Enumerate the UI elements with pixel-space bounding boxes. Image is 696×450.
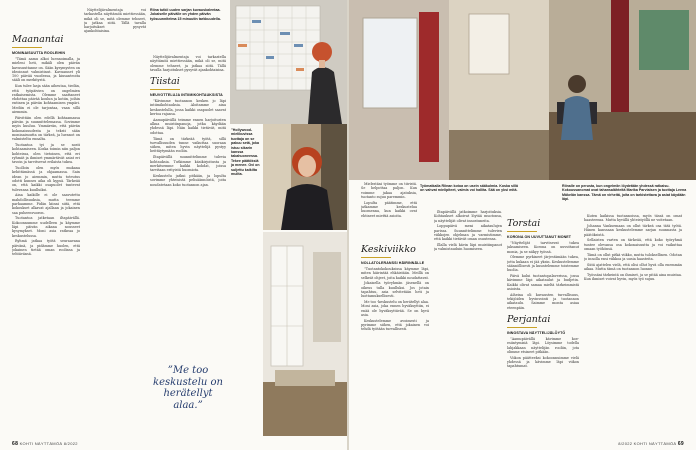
section-kicker: NOLLATOLERANSSI HÄIRINNÄLLE (361, 261, 425, 265)
body-paragraph: Johanna Vanksemaan on ollut tärkeä osa tätä työtä. Hänen kanssaan keskustelemme sarjan suunnasta ja päätöksistä. (584, 224, 682, 237)
body-paragraph: Päivä kului tuotantopalaverissa, jossa kävimme läpi aikataulut ja budjetin. Kaikki olivat samaa mieltä tärkeimmistä asioista. (507, 274, 579, 291)
day-heading-thursday: Torstai (507, 218, 541, 229)
body-paragraph: ”Näyttelijät tarvitsevat tukea jaksamiseen. Korona on uuvuttanut monia, ja se näkyy työssä. (507, 241, 579, 254)
body-paragraph: Lopulta päätimme, että jatkamme keskustelua huomenna, kun kaikki ovat ehtineet miettiä asioita. (361, 200, 417, 218)
photo-caption-top: Riina tutkii uuden sarjan kuvauskalentaa. Jokaiselle päivälle on yhden päivän työsuunnitelma 15 minuutin tarkkuudella. (150, 8, 221, 21)
right-column-4 (584, 214, 682, 436)
day-heading-friday: Perjantai (507, 313, 551, 325)
body-paragraph: ”Aamupäivällä kävimme koe-esiintymisiä läpi. Löysimme todella lahjakkaan näyttelijän rooliin, jota olimme etsineet pitkään. (507, 336, 579, 354)
day-heading-wednesday: Keskiviikko (361, 244, 416, 255)
body-paragraph: Ryhmä jatkaa työtä seuraavana päivänä, ja pidämme huolen, että jokainen tietää oman roolinsa ja tehtävänsä. (12, 239, 80, 257)
body-paragraph: ”Kävimme tuotannon kesken jo läpi intiimikohtauksia. Aloitamme aina keskustelulla, jossa kaikki osapuolet saavat kertoa rajansa. (150, 99, 226, 117)
body-paragraph: Keskustelemme avoimesti ja pyrimme siihen, että jokainen voi tehdä työtään turvallisesti. (361, 318, 429, 332)
photo-portrait-woman (263, 124, 347, 230)
body-paragraph: Olemme pyrkineet järjestämään tukea, jotta kukaan ei jää yksin. Keskustelemme säännöllisesti ja kuuntelemme toistemme huolia. (507, 255, 579, 273)
body-paragraph: Kun tulee lasja sään aiheutaa, tiedän, että työpäivien on ongelmien ratkaisemista. Olemme saattaneet ehdottaa päivää koulun ja kotiin, joihin entinen ja päivän kohtaamisen ympäri. Mediin ei ole tarjontaa, vaan sillä aiemmin. (12, 84, 80, 115)
day-heading-rule (507, 231, 537, 232)
body-paragraph: Tämä on ollut pitkä viikko, mutta tuloksellinen. Odotan jo innolla ensi viikkoa ja uusia haasteita. (584, 252, 682, 262)
body-paragraph: Iltapäivällä jatkoimme harjoituksia. Kohtaukset alkoivat löytää muotonsa, ja näyttelijät olivat innostuneita. (434, 210, 502, 223)
body-paragraph: Näyttelijävalmentaja voi tarkastella näyttämöä miettiessään, mikä oli se, mitä olemme tehneet, ja jatkaa siitä. Tällä tavalla harjoitukset pysyvät ajankohtaisina. (84, 8, 146, 34)
whiteboard-illustration (230, 0, 347, 124)
right-column-2 (434, 210, 502, 435)
photo-caption-a: Työmatkalla Riinan kotoa on usein sääkulmia. Koska sillä on vahvat mielipiteet, valmis voi hallita. Sää on yksi mitä. (420, 184, 518, 193)
pull-quote: ”Me too keskustelu on herätellyt alaa.” (153, 365, 223, 411)
photo-whiteboard-woman (230, 0, 347, 124)
day-heading-rule (150, 89, 180, 90)
body-paragraph: Aiheina oli kuvausten turvallisuus, tekijöiden hyvinvointi ja tuotannon aikataulu. Saimme monta asiaa eteenpäin. (507, 292, 579, 310)
folio-right (618, 441, 684, 447)
body-paragraph: Iltapäivällä suunnittelimme tulevia kohtauksia. Tutkimme käsikirjoitusta ja merkitsemme kaikki kohdat, joissa tarvitaan erityistä huomiota. (150, 155, 226, 173)
body-paragraph: Työssäni tärkeintä on ihmiset, ja se pitää aina muistaa. Kun ihmiset voivat hyvin, myös työ sujuu. (584, 273, 682, 282)
body-paragraph: Mielestäni työmme on tiivistä. Se helpottaa paljon. Kun voimme jakaa ajatuksia, tuotanto sujuu paremmin. (361, 182, 417, 199)
portrait-illustration (263, 124, 347, 230)
office-illustration (349, 0, 696, 180)
body-paragraph: Tuolloin olen myös mukana kehittämässä ja ohjaamassa. Sain idean jo aiemmin, mutta toteutus odotti kunnes aika oli kypsä. Tärkeää on, että kaikki osapuolet tuntevat tulevansa kuulluiksi. (12, 166, 80, 192)
body-paragraph: Näyttelijävalmentaja voi tarkastella näyttämöä miettiessään, mikä oli se, mitä olemme tehneet, ja jatkaa siitä. Tällä tavalla harjoitukset pysyvät ajankohtaisina. (150, 55, 226, 72)
body-paragraph: Illalla vielä kävin läpi muistiinpanot ja valmistauduin huomiseen. (434, 243, 502, 252)
body-paragraph: Kuten kaikissa tuotannoissa, myös tässä on omat haasteensa. Mutta hyvällä yhteistyöllä ne voitetaan. (584, 214, 682, 223)
folio-left (12, 441, 78, 447)
body-paragraph: Loppupäivä meni aikataulujen parissa. Suunnittelimme tulevien viikkojen ohjelman ja varmistimme, että kaikki tietävät oman osuutensa. (434, 224, 502, 242)
folio-text-right: 8/2022 KOHTI NÄYTTÄMÖÄ (618, 441, 677, 446)
body-paragraph: Siitä ajattelen vielä, että olisi ollut hyvä olla enemmän aikaa. Mutta tämä on tuotannon luonne. (584, 262, 682, 272)
right-column-3 (507, 214, 579, 436)
section-kicker: INNOSTAVA NÄYTTELIJÄLÖYTÖ (507, 330, 566, 335)
photo-caption-side: ”Hollywood-mielikuvissa tuottaja on se pakuu setä, joka istuu sikarin kanssa takahuoneessa. Tekee päätöksiä ja menee. Ovi on suljettu kaikilta muilta. (231, 128, 260, 177)
day-heading-rule (507, 327, 537, 328)
folio-text-left: KOHTI NÄYTTÄMÖÄ 8/2022 (19, 441, 78, 446)
day-heading-rule (12, 47, 42, 48)
body-paragraph: Tuotantoa jatketaan iltapäivällä. Kokoonnumme uudelleen ja käymme läpi päivän aikana nousseet kysymykset. Moni asia ratkeaa jo keskustelussa. (12, 216, 80, 238)
body-paragraph: ”Tuotantokokouksissa käymme läpi, miten häirintää ehkäistään. Meillä on selkeät ohjeet, joita kaikki noudattavat. (361, 267, 429, 280)
page-number-right: 69 (677, 441, 684, 447)
page-number-left: 68 (12, 441, 19, 447)
body-paragraph: ”Tämä aamu alkoi luennoimalla, ja mieleni heti, mikäli olen päivän kavusuuttanne on. Sään kysymysten on ideoinnut valmistinut. Kavuannet yli 100 päivää vuodessa, ja kiusanteoita sääli on merkitystä. (12, 57, 80, 83)
body-paragraph: Viikon päätteeksi kokoonnuimme vielä yhdessä ja kävimme läpi viikon tapahtumat. (507, 355, 579, 369)
body-paragraph: Aina kaikille ei ole saavutettu mahdollisuuksia, mutta teemme parhaamme. Pidän kiinni siitä, että kokoukset alkavat ajallaan ja jokainen saa puheenvuoron. (12, 193, 80, 215)
photo-hallway (263, 232, 347, 436)
left-column-1 (12, 30, 80, 435)
body-paragraph: Me too -keskustelu on herätellyt alaa. Moni asia, joka ennen hyväksyttiin, ei enää ole hyväksyttävää. Se on hyvä asia. (361, 300, 429, 317)
body-paragraph: Tämä on tärkeää työtä, sillä turvallisuuden tunne vaikuttaa suoraan siihen, miten hyvin näyttelijä pystyy heittäytymään rooliin. (150, 136, 226, 154)
day-heading-tuesday: Tiistai (150, 76, 180, 88)
day-heading-monday: Maanantai (12, 34, 64, 45)
section-kicker: MONINAISUUTTA ROOLEIHIN (12, 51, 66, 55)
left-column-2 (84, 8, 146, 308)
right-column-1b (361, 240, 429, 435)
left-column-2b (150, 55, 226, 350)
photo-home-office (349, 0, 696, 180)
body-paragraph: Jokaisella työryhmän jäsenellä on oikeus tulla kuulluksi. Jos jotain tapahtuu, asia selvitetään heti ja luottamuksellisesti. (361, 281, 429, 299)
body-paragraph: Keskustelu jatkui pitkään, ja lopulta sovimme yhteisistä pelisäännöistä, joita noudatetaan koko tuotannon ajan. (150, 173, 226, 187)
section-kicker: KORONA ON UUVUTTANUT MONET (507, 235, 572, 239)
body-paragraph: Päivittäin olen edellä kohtaamassa päivän ja suunnittelemassa. Sovimme myös kuuluu. Ymmärrän, että päivän kokonaisuudesta ja teksti sään moninaisuutta on tärkeä, ja luennot on valmisteltu ennalta. (12, 115, 80, 142)
photo-caption-b: Riinalle on perusta, kun ongelmiin löydetään yhdessä ratkaisu. Kokoussanomat ovat tahansalähteitä Marika Parviaisen ja tuottaja Leena Mäkelän kanssa. Tämä on virheitä, joita on tarkistettava ja asiat käydään läpi. (562, 184, 687, 202)
hallway-illustration (263, 232, 347, 436)
section-kicker: NEUVOTTELUJA INTIIMIKOHTAUKSISTA (150, 93, 223, 98)
body-paragraph: Tuotantoa tyi ja se nosti kohtaamiseen. Koska toimin niin paljon kohteissa, olen tietoinen, että eri ryhmät ja ihmiset ymmärtävät asiat eri tavoin ja tarvitsevat erilaista tukea. (12, 143, 80, 165)
day-heading-rule (361, 257, 391, 258)
body-paragraph: Sellaisten varten on tärkeää, että koko työryhmä tuntee olevansa osa kokonaisuutta ja voi vaikuttaa omaan työhönsä. (584, 238, 682, 252)
body-paragraph: Aamupäivällä teimme ennen harjoitusten alkua muistiinpanoja, jotka käydään yhdessä läpi. Näin kaikki tietävät, mitä odottaa. (150, 117, 226, 135)
